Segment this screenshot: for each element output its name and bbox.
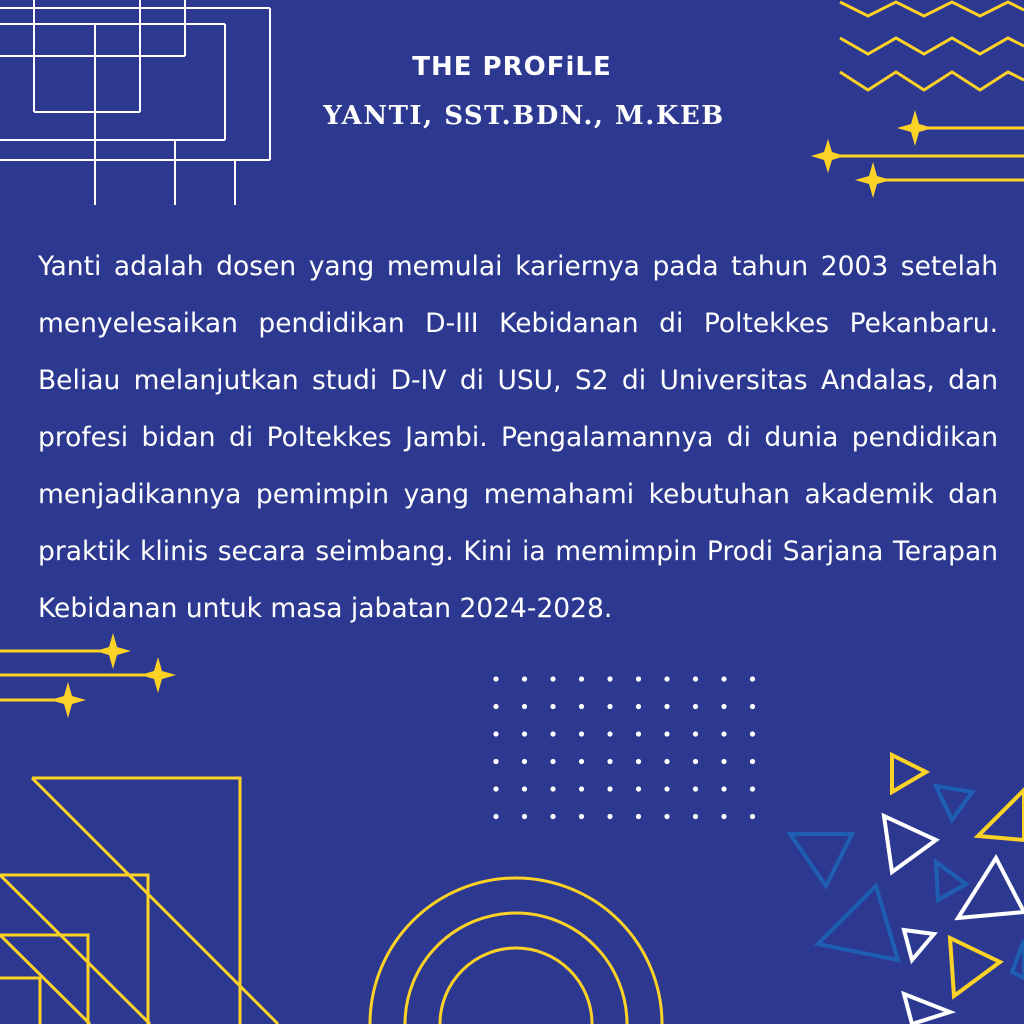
dot bbox=[493, 814, 498, 819]
dot bbox=[721, 759, 726, 764]
dot bbox=[636, 759, 641, 764]
dot bbox=[550, 814, 555, 819]
dot bbox=[493, 704, 498, 709]
dot bbox=[493, 759, 498, 764]
dot bbox=[664, 814, 669, 819]
triangles-cluster-decoration bbox=[790, 755, 1024, 1024]
dot bbox=[522, 814, 527, 819]
dot bbox=[493, 676, 498, 681]
dot bbox=[636, 704, 641, 709]
dot bbox=[664, 786, 669, 791]
dot bbox=[664, 704, 669, 709]
dot bbox=[750, 814, 755, 819]
dot bbox=[607, 814, 612, 819]
dot bbox=[693, 759, 698, 764]
dot bbox=[693, 704, 698, 709]
dot bbox=[550, 786, 555, 791]
dot bbox=[522, 759, 527, 764]
dot bbox=[636, 786, 641, 791]
dot bbox=[579, 704, 584, 709]
dot bbox=[750, 676, 755, 681]
dot bbox=[721, 704, 726, 709]
dot bbox=[579, 814, 584, 819]
dot bbox=[607, 676, 612, 681]
dot bbox=[522, 676, 527, 681]
dot bbox=[579, 731, 584, 736]
dot bbox=[607, 731, 612, 736]
dot bbox=[579, 676, 584, 681]
dot bbox=[750, 786, 755, 791]
dot bbox=[579, 759, 584, 764]
dot bbox=[522, 731, 527, 736]
dot bbox=[693, 676, 698, 681]
dot bbox=[636, 676, 641, 681]
dot bbox=[636, 814, 641, 819]
person-name: YANTI, SST.BDN., M.KEB bbox=[323, 101, 725, 131]
bio-paragraph: Yanti adalah dosen yang memulai kariernya pada tahun 2003 setelah menyelesaikan pendidikan D-III Kebidanan di Poltekkes Pekanbaru. Beliau melanjutkan studi D-IV di USU, S2 di Universitas Andalas, dan profesi bidan di Poltekkes Jambi. Pengalamannya di dunia pendidikan menjadikannya pemimpin yang memahami kebutuhan akademik dan praktik klinis secara seimbang. Kini ia memimpin Prodi Sarjana Terapan Kebidanan untuk masa jabatan 2024-2028. bbox=[38, 251, 998, 624]
dot bbox=[664, 759, 669, 764]
dot bbox=[607, 786, 612, 791]
dot bbox=[693, 814, 698, 819]
dot-grid-decoration bbox=[493, 676, 755, 819]
dot bbox=[522, 704, 527, 709]
dot bbox=[721, 731, 726, 736]
dot bbox=[550, 759, 555, 764]
dot bbox=[493, 731, 498, 736]
dot bbox=[579, 786, 584, 791]
dot bbox=[607, 759, 612, 764]
profile-title: THE PROFiLE bbox=[412, 52, 612, 82]
dot bbox=[493, 786, 498, 791]
dot bbox=[522, 786, 527, 791]
dot bbox=[750, 704, 755, 709]
dot bbox=[664, 676, 669, 681]
dot bbox=[550, 731, 555, 736]
dot bbox=[750, 759, 755, 764]
dot bbox=[636, 731, 641, 736]
dot bbox=[721, 676, 726, 681]
arches-decoration bbox=[370, 878, 662, 1024]
dot bbox=[693, 786, 698, 791]
dot bbox=[550, 704, 555, 709]
dot bbox=[721, 814, 726, 819]
dot bbox=[607, 704, 612, 709]
dot bbox=[750, 731, 755, 736]
dot bbox=[721, 786, 726, 791]
dot bbox=[693, 731, 698, 736]
dot bbox=[664, 731, 669, 736]
sparkle-lines-left bbox=[0, 633, 176, 718]
dot bbox=[550, 676, 555, 681]
nested-triangles-decoration bbox=[0, 778, 278, 1024]
